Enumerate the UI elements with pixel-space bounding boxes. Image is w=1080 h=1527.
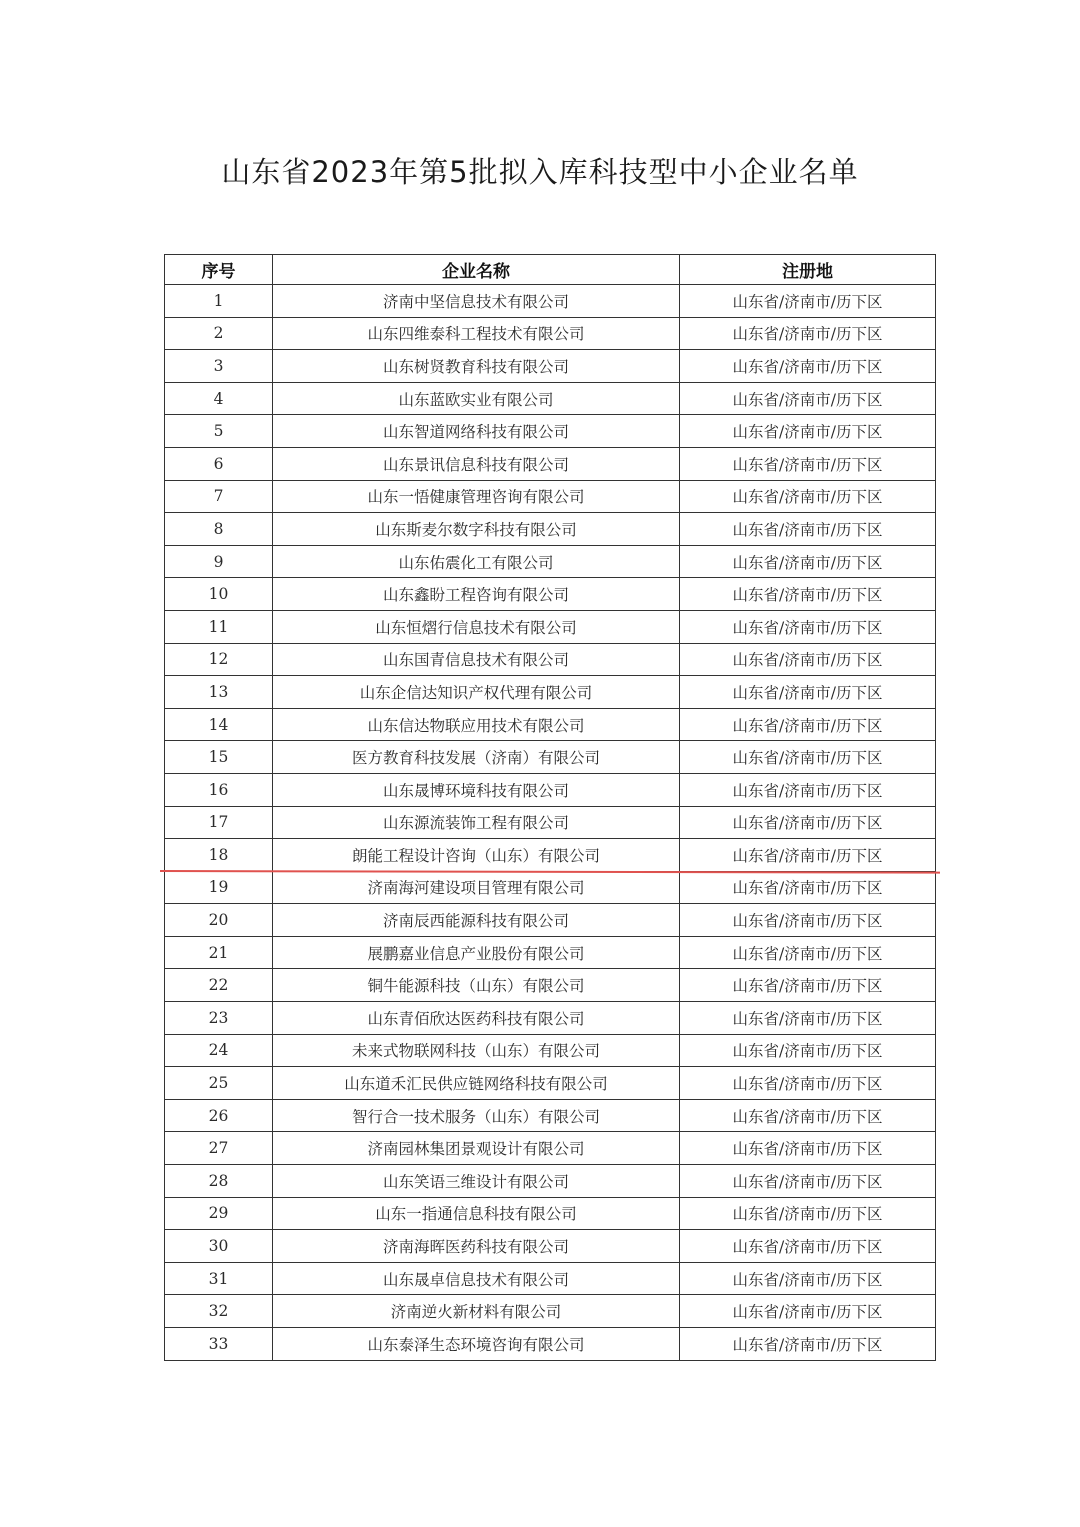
cell-registered-place: 山东省/济南市/历下区 [680,1230,936,1263]
cell-company-name: 山东一悟健康管理咨询有限公司 [273,480,680,513]
cell-serial-number: 21 [165,936,273,969]
cell-registered-place: 山东省/济南市/历下区 [680,285,936,318]
cell-registered-place: 山东省/济南市/历下区 [680,350,936,383]
company-table [164,254,936,1361]
cell-company-name: 山东智道网络科技有限公司 [273,415,680,448]
table-row [165,773,936,806]
cell-company-name: 山东一指通信息科技有限公司 [273,1197,680,1230]
cell-registered-place: 山东省/济南市/历下区 [680,1002,936,1035]
cell-serial-number: 15 [165,741,273,774]
header-registered-place: 注册地 [680,255,936,285]
cell-serial-number: 32 [165,1295,273,1328]
cell-serial-number: 22 [165,969,273,1002]
table-header-row [165,255,936,285]
table-row [165,708,936,741]
table-row [165,676,936,709]
cell-company-name: 医方教育科技发展（济南）有限公司 [273,741,680,774]
table-row [165,1099,936,1132]
cell-registered-place: 山东省/济南市/历下区 [680,839,936,872]
cell-serial-number: 12 [165,643,273,676]
cell-serial-number: 14 [165,708,273,741]
cell-registered-place: 山东省/济南市/历下区 [680,1328,936,1361]
cell-company-name: 山东四维泰科工程技术有限公司 [273,317,680,350]
table-row [165,578,936,611]
table-body [165,285,936,1361]
cell-serial-number: 16 [165,773,273,806]
cell-registered-place: 山东省/济南市/历下区 [680,382,936,415]
cell-company-name: 展鹏嘉业信息产业股份有限公司 [273,936,680,969]
cell-serial-number: 2 [165,317,273,350]
cell-serial-number: 28 [165,1165,273,1198]
cell-registered-place: 山东省/济南市/历下区 [680,676,936,709]
cell-serial-number: 8 [165,513,273,546]
cell-serial-number: 13 [165,676,273,709]
table-row [165,839,936,872]
cell-registered-place: 山东省/济南市/历下区 [680,936,936,969]
cell-serial-number: 30 [165,1230,273,1263]
table-row [165,382,936,415]
table-row [165,480,936,513]
table-row [165,936,936,969]
cell-serial-number: 26 [165,1099,273,1132]
cell-serial-number: 3 [165,350,273,383]
cell-registered-place: 山东省/济南市/历下区 [680,1132,936,1165]
cell-company-name: 山东泰泽生态环境咨询有限公司 [273,1328,680,1361]
table-row [165,1034,936,1067]
cell-company-name: 山东晟博环境科技有限公司 [273,773,680,806]
cell-company-name: 济南辰西能源科技有限公司 [273,904,680,937]
cell-registered-place: 山东省/济南市/历下区 [680,643,936,676]
cell-company-name: 济南海晖医药科技有限公司 [273,1230,680,1263]
cell-registered-place: 山东省/济南市/历下区 [680,806,936,839]
table-row [165,317,936,350]
header-serial-number: 序号 [165,255,273,285]
cell-serial-number: 4 [165,382,273,415]
cell-company-name: 智行合一技术服务（山东）有限公司 [273,1099,680,1132]
cell-company-name: 朗能工程设计咨询（山东）有限公司 [273,839,680,872]
cell-registered-place: 山东省/济南市/历下区 [680,1262,936,1295]
cell-registered-place: 山东省/济南市/历下区 [680,317,936,350]
page-title: 山东省2023年第5批拟入库科技型中小企业名单 [221,155,859,189]
cell-company-name: 山东信达物联应用技术有限公司 [273,708,680,741]
cell-serial-number: 19 [165,871,273,904]
cell-serial-number: 31 [165,1262,273,1295]
cell-company-name: 山东恒熠行信息技术有限公司 [273,610,680,643]
cell-serial-number: 23 [165,1002,273,1035]
table-row [165,806,936,839]
cell-registered-place: 山东省/济南市/历下区 [680,415,936,448]
cell-registered-place: 山东省/济南市/历下区 [680,513,936,546]
cell-company-name: 山东晟卓信息技术有限公司 [273,1262,680,1295]
cell-registered-place: 山东省/济南市/历下区 [680,447,936,480]
cell-serial-number: 17 [165,806,273,839]
cell-serial-number: 1 [165,285,273,318]
cell-company-name: 山东树贤教育科技有限公司 [273,350,680,383]
cell-company-name: 济南园林集团景观设计有限公司 [273,1132,680,1165]
cell-company-name: 山东笑语三维设计有限公司 [273,1165,680,1198]
cell-serial-number: 25 [165,1067,273,1100]
table-row [165,643,936,676]
cell-registered-place: 山东省/济南市/历下区 [680,708,936,741]
table-row [165,1067,936,1100]
cell-company-name: 山东源流装饰工程有限公司 [273,806,680,839]
table-row [165,1002,936,1035]
table-row [165,1197,936,1230]
cell-serial-number: 9 [165,545,273,578]
cell-serial-number: 33 [165,1328,273,1361]
cell-company-name: 山东国青信息技术有限公司 [273,643,680,676]
table-row [165,871,936,904]
cell-registered-place: 山东省/济南市/历下区 [680,1067,936,1100]
cell-registered-place: 山东省/济南市/历下区 [680,480,936,513]
table-row [165,741,936,774]
cell-serial-number: 5 [165,415,273,448]
table-row [165,350,936,383]
cell-serial-number: 18 [165,839,273,872]
table-row [165,545,936,578]
cell-registered-place: 山东省/济南市/历下区 [680,969,936,1002]
cell-serial-number: 20 [165,904,273,937]
cell-serial-number: 6 [165,447,273,480]
cell-registered-place: 山东省/济南市/历下区 [680,1165,936,1198]
cell-company-name: 山东佑震化工有限公司 [273,545,680,578]
header-company-name: 企业名称 [273,255,680,285]
cell-registered-place: 山东省/济南市/历下区 [680,773,936,806]
cell-company-name: 山东企信达知识产权代理有限公司 [273,676,680,709]
cell-company-name: 未来式物联网科技（山东）有限公司 [273,1034,680,1067]
cell-serial-number: 27 [165,1132,273,1165]
cell-serial-number: 11 [165,610,273,643]
cell-company-name: 济南中坚信息技术有限公司 [273,285,680,318]
table-row [165,1165,936,1198]
cell-company-name: 山东斯麦尔数字科技有限公司 [273,513,680,546]
cell-registered-place: 山东省/济南市/历下区 [680,1295,936,1328]
table-row [165,285,936,318]
table-row [165,1132,936,1165]
cell-company-name: 济南逆火新材料有限公司 [273,1295,680,1328]
cell-company-name: 济南海河建设项目管理有限公司 [273,871,680,904]
cell-registered-place: 山东省/济南市/历下区 [680,1197,936,1230]
table-row [165,415,936,448]
cell-registered-place: 山东省/济南市/历下区 [680,610,936,643]
table-row [165,447,936,480]
cell-company-name: 山东蓝欧实业有限公司 [273,382,680,415]
cell-serial-number: 7 [165,480,273,513]
cell-registered-place: 山东省/济南市/历下区 [680,904,936,937]
table-row [165,969,936,1002]
cell-company-name: 山东道禾汇民供应链网络科技有限公司 [273,1067,680,1100]
cell-registered-place: 山东省/济南市/历下区 [680,545,936,578]
cell-serial-number: 10 [165,578,273,611]
cell-registered-place: 山东省/济南市/历下区 [680,1099,936,1132]
cell-registered-place: 山东省/济南市/历下区 [680,871,936,904]
cell-serial-number: 29 [165,1197,273,1230]
cell-registered-place: 山东省/济南市/历下区 [680,578,936,611]
table-row [165,1295,936,1328]
cell-company-name: 山东景讯信息科技有限公司 [273,447,680,480]
table-row [165,610,936,643]
cell-company-name: 山东青佰欣达医药科技有限公司 [273,1002,680,1035]
cell-registered-place: 山东省/济南市/历下区 [680,741,936,774]
cell-registered-place: 山东省/济南市/历下区 [680,1034,936,1067]
table-row [165,513,936,546]
cell-serial-number: 24 [165,1034,273,1067]
table-row [165,904,936,937]
cell-company-name: 山东鑫盼工程咨询有限公司 [273,578,680,611]
table-row [165,1262,936,1295]
table-row [165,1328,936,1361]
table-row [165,1230,936,1263]
cell-company-name: 铜牛能源科技（山东）有限公司 [273,969,680,1002]
